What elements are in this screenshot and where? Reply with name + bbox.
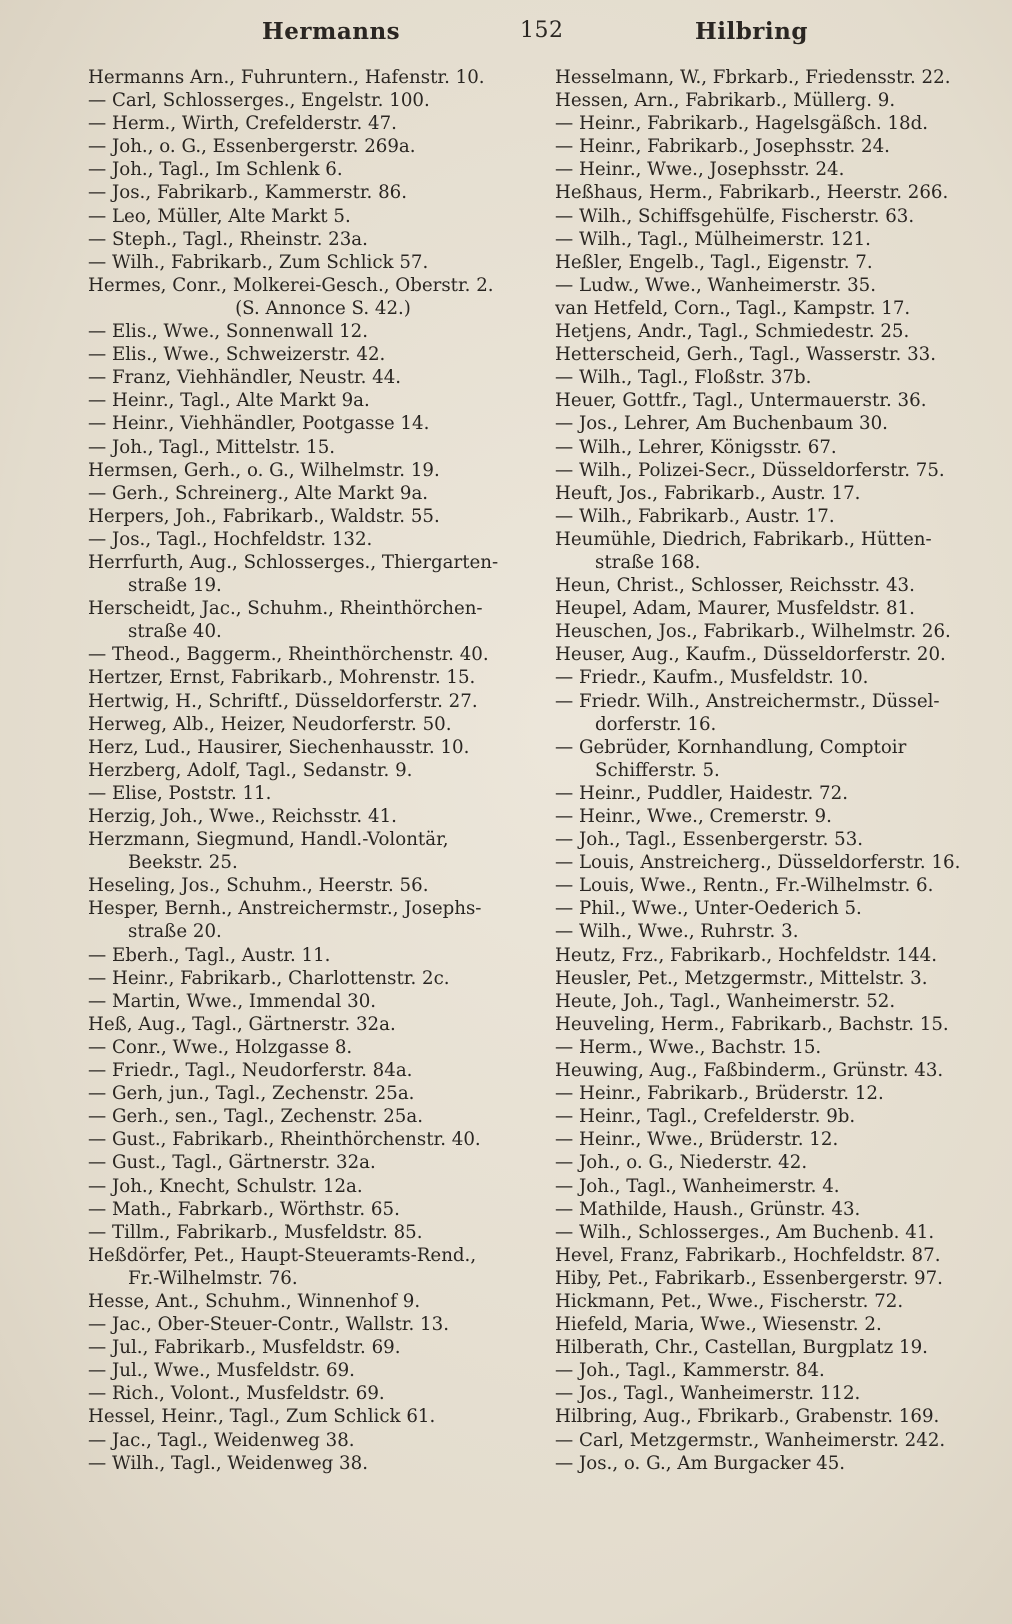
directory-entry: — Phil., Wwe., Unter-Oederich 5. xyxy=(555,898,862,920)
directory-entry: — Elis., Wwe., Sonnenwall 12. xyxy=(88,321,368,343)
directory-entry: Hessen, Arn., Fabrikarb., Müllerg. 9. xyxy=(555,90,896,112)
directory-entry: — Joh., o. G., Niederstr. 42. xyxy=(555,1152,808,1174)
directory-entry: Herzmann, Siegmund, Handl.-Volontär, xyxy=(88,829,449,851)
directory-entry: — Jul., Wwe., Musfeldstr. 69. xyxy=(88,1360,355,1382)
directory-entry: van Hetfeld, Corn., Tagl., Kampstr. 17. xyxy=(555,297,911,319)
directory-entry: — Ludw., Wwe., Wanheimerstr. 35. xyxy=(555,274,877,296)
directory-entry: — Gerh., sen., Tagl., Zechenstr. 25a. xyxy=(88,1106,423,1128)
directory-entry: — Louis, Wwe., Rentn., Fr.-Wilhelmstr. 6. xyxy=(555,875,934,897)
directory-entry: straße 40. xyxy=(128,621,222,643)
directory-entry: — Joh., o. G., Essenbergerstr. 269a. xyxy=(88,136,416,158)
directory-entry: — Friedr. Wilh., Anstreichermstr., Düssel- xyxy=(555,690,940,712)
directory-entry: — Heinr., Fabrikarb., Josephsstr. 24. xyxy=(555,136,890,158)
header-first-name: Hermanns xyxy=(262,18,401,45)
directory-entry: Hesper, Bernh., Anstreichermstr., Josephs- xyxy=(88,898,482,920)
directory-entry: — Joh., Knecht, Schulstr. 12a. xyxy=(88,1175,363,1197)
directory-entry: — Gerh, jun., Tagl., Zechenstr. 25a. xyxy=(88,1083,415,1105)
directory-entry: Hesselmann, W., Fbrkarb., Friedensstr. 22. xyxy=(555,67,951,88)
directory-entry: — Heinr., Fabrikarb., Brüderstr. 12. xyxy=(555,1083,884,1105)
directory-entry: — Friedr., Kaufm., Musfeldstr. 10. xyxy=(555,667,869,689)
directory-entry: — Steph., Tagl., Rheinstr. 23a. xyxy=(88,228,368,250)
directory-entry: — Jos., o. G., Am Burgacker 45. xyxy=(555,1452,846,1474)
directory-entry: Heuser, Aug., Kaufm., Düsseldorferstr. 20. xyxy=(555,644,946,666)
directory-entry: — Louis, Anstreicherg., Düsseldorferstr. 16. xyxy=(555,852,961,874)
directory-entry: Herweg, Alb., Heizer, Neudorferstr. 50. xyxy=(88,713,452,735)
directory-entry: — Math., Fabrkarb., Wörthstr. 65. xyxy=(88,1198,400,1220)
directory-entry: Hetterscheid, Gerh., Tagl., Wasserstr. 33. xyxy=(555,344,937,366)
directory-entry: — Gebrüder, Kornhandlung, Comptoir xyxy=(555,736,907,758)
directory-entry: — Gerh., Schreinerg., Alte Markt 9a. xyxy=(88,482,429,504)
directory-entry: — Wilh., Polizei-Secr., Düsseldorferstr. 75. xyxy=(555,459,945,481)
directory-entry: Hessel, Heinr., Tagl., Zum Schlick 61. xyxy=(88,1406,436,1428)
directory-entry: Herscheidt, Jac., Schuhm., Rheinthörchen- xyxy=(88,598,483,620)
directory-entry: Herpers, Joh., Fabrikarb., Waldstr. 55. xyxy=(88,505,440,527)
directory-entry: Hertwig, H., Schriftf., Düsseldorferstr. 27. xyxy=(88,690,478,712)
directory-entry: Heßler, Engelb., Tagl., Eigenstr. 7. xyxy=(555,251,873,273)
directory-entry: Heute, Joh., Tagl., Wanheimerstr. 52. xyxy=(555,990,896,1012)
directory-entry: Heßhaus, Herm., Fabrikarb., Heerstr. 266. xyxy=(555,182,949,204)
directory-entry: Herz, Lud., Hausirer, Siechenhausstr. 10. xyxy=(88,736,470,758)
directory-entry: — Theod., Baggerm., Rheinthörchenstr. 40. xyxy=(88,644,489,666)
directory-entry: — Jul., Fabrikarb., Musfeldstr. 69. xyxy=(88,1337,401,1359)
directory-entry: Heßdörfer, Pet., Haupt-Steueramts-Rend., xyxy=(88,1244,477,1266)
header-last-name: Hilbring xyxy=(695,18,808,45)
directory-entry: — Leo, Müller, Alte Markt 5. xyxy=(88,205,351,227)
directory-entry: Fr.-Wilhelmstr. 76. xyxy=(128,1267,298,1289)
directory-entry: Heusler, Pet., Metzgermstr., Mittelstr. 3. xyxy=(555,967,928,989)
directory-entry: — Heinr., Tagl., Alte Markt 9a. xyxy=(88,390,370,412)
directory-entry: — Joh., Tagl., Wanheimerstr. 4. xyxy=(555,1175,840,1197)
directory-entry: straße 20. xyxy=(128,921,222,943)
left-column xyxy=(88,66,528,1475)
directory-entry: Schifferstr. 5. xyxy=(595,759,720,781)
directory-entry: — Gust., Fabrikarb., Rheinthörchenstr. 40. xyxy=(88,1129,481,1151)
directory-entry: — Wilh., Lehrer, Königsstr. 67. xyxy=(555,436,837,458)
directory-entry: — Wilh., Schlosserges., Am Buchenb. 41. xyxy=(555,1221,935,1243)
directory-entry: Hevel, Franz, Fabrikarb., Hochfeldstr. 87. xyxy=(555,1244,941,1266)
directory-entry: — Friedr., Tagl., Neudorferstr. 84a. xyxy=(88,1060,413,1082)
directory-entry: — Wilh., Tagl., Weidenweg 38. xyxy=(88,1452,368,1474)
page-number: 152 xyxy=(520,18,564,43)
directory-entry: Herzberg, Adolf, Tagl., Sedanstr. 9. xyxy=(88,759,413,781)
directory-entry: — Eberh., Tagl., Austr. 11. xyxy=(88,944,331,966)
directory-entry: Hickmann, Pet., Wwe., Fischerstr. 72. xyxy=(555,1290,904,1312)
directory-entry: Heuveling, Herm., Fabrikarb., Bachstr. 15. xyxy=(555,1013,949,1035)
directory-entry: straße 19. xyxy=(128,575,222,597)
directory-entry: — Jos., Fabrikarb., Kammerstr. 86. xyxy=(88,182,408,204)
directory-entry: Heupel, Adam, Maurer, Musfeldstr. 81. xyxy=(555,598,915,620)
directory-entry: — Heinr., Viehhändler, Pootgasse 14. xyxy=(88,413,430,435)
directory-entry: — Wilh., Schiffsgehülfe, Fischerstr. 63. xyxy=(555,205,915,227)
directory-entry: Beekstr. 25. xyxy=(128,852,238,874)
directory-entry: — Elise, Poststr. 11. xyxy=(88,782,272,804)
directory-entry: (S. Annonce S. 42.) xyxy=(235,297,411,319)
directory-entry: Hiby, Pet., Fabrikarb., Essenbergerstr. 97. xyxy=(555,1267,943,1289)
directory-entry: — Heinr., Wwe., Josephsstr. 24. xyxy=(555,159,845,181)
directory-entry: — Carl, Metzgermstr., Wanheimerstr. 242. xyxy=(555,1429,946,1451)
directory-entry: Hertzer, Ernst, Fabrikarb., Mohrenstr. 15. xyxy=(88,667,476,689)
directory-entry: — Jac., Tagl., Weidenweg 38. xyxy=(88,1429,355,1451)
directory-entry: Herrfurth, Aug., Schlosserges., Thiergarten- xyxy=(88,551,499,573)
directory-entry: Hetjens, Andr., Tagl., Schmiedestr. 25. xyxy=(555,321,910,343)
directory-entry: — Jos., Lehrer, Am Buchenbaum 30. xyxy=(555,413,888,435)
directory-entry: Hermanns Arn., Fuhruntern., Hafenstr. 10. xyxy=(88,67,485,88)
directory-entry: — Jos., Tagl., Hochfeldstr. 132. xyxy=(88,528,373,550)
directory-entry: — Wilh., Tagl., Mülheimerstr. 121. xyxy=(555,228,871,250)
directory-entry: Heuer, Gottfr., Tagl., Untermauerstr. 36. xyxy=(555,390,927,412)
directory-entry: Heumühle, Diedrich, Fabrikarb., Hütten- xyxy=(555,528,932,550)
directory-entry: — Mathilde, Haush., Grünstr. 43. xyxy=(555,1198,861,1220)
page-header xyxy=(0,18,1012,58)
directory-entry: Hesse, Ant., Schuhm., Winnenhof 9. xyxy=(88,1290,421,1312)
directory-entry: — Heinr., Tagl., Crefelderstr. 9b. xyxy=(555,1106,856,1128)
directory-entry: — Martin, Wwe., Immendal 30. xyxy=(88,990,377,1012)
directory-entry: Heuwing, Aug., Faßbinderm., Grünstr. 43. xyxy=(555,1060,944,1082)
directory-entry: — Tillm., Fabrikarb., Musfeldstr. 85. xyxy=(88,1221,423,1243)
directory-entry: Hiefeld, Maria, Wwe., Wiesenstr. 2. xyxy=(555,1314,882,1336)
directory-entry: — Wilh., Tagl., Floßstr. 37b. xyxy=(555,367,812,389)
directory-entry: — Jac., Ober-Steuer-Contr., Wallstr. 13. xyxy=(88,1314,449,1336)
directory-entry: Heun, Christ., Schlosser, Reichsstr. 43. xyxy=(555,575,915,597)
directory-entry: — Joh., Tagl., Kammerstr. 84. xyxy=(555,1360,825,1382)
directory-entry: — Joh., Tagl., Mittelstr. 15. xyxy=(88,436,336,458)
directory-entry: — Joh., Tagl., Essenbergerstr. 53. xyxy=(555,829,864,851)
directory-entry: — Gust., Tagl., Gärtnerstr. 32a. xyxy=(88,1152,376,1174)
directory-entry: Hilbring, Aug., Fbrikarb., Grabenstr. 169. xyxy=(555,1406,940,1428)
directory-entry: Heuschen, Jos., Fabrikarb., Wilhelmstr. 26. xyxy=(555,621,951,643)
directory-entry: — Heinr., Fabrikarb., Hagelsgäßch. 18d. xyxy=(555,113,929,135)
directory-entry: — Herm., Wirth, Crefelderstr. 47. xyxy=(88,113,397,135)
directory-entry: — Wilh., Fabrikarb., Zum Schlick 57. xyxy=(88,251,429,273)
directory-entry: — Heinr., Wwe., Brüderstr. 12. xyxy=(555,1129,839,1151)
directory-entry: — Heinr., Fabrikarb., Charlottenstr. 2c. xyxy=(88,967,450,989)
directory-entry: Heß, Aug., Tagl., Gärtnerstr. 32a. xyxy=(88,1013,396,1035)
directory-entry: — Rich., Volont., Musfeldstr. 69. xyxy=(88,1383,385,1405)
directory-entry: Herzig, Joh., Wwe., Reichsstr. 41. xyxy=(88,806,397,827)
directory-entry: Hermes, Conr., Molkerei-Gesch., Oberstr. 2. xyxy=(88,274,494,296)
directory-entry: Heutz, Frz., Fabrikarb., Hochfeldstr. 144. xyxy=(555,944,938,966)
directory-entry: — Wilh., Fabrikarb., Austr. 17. xyxy=(555,505,835,527)
directory-entry: — Heinr., Puddler, Haidestr. 72. xyxy=(555,782,848,804)
directory-entry: dorferstr. 16. xyxy=(595,713,717,735)
directory-entry: — Franz, Viehhändler, Neustr. 44. xyxy=(88,367,402,389)
directory-entry: Hermsen, Gerh., o. G., Wilhelmstr. 19. xyxy=(88,459,440,481)
directory-entry: Hilberath, Chr., Castellan, Burgplatz 19. xyxy=(555,1337,928,1359)
directory-entry: Heseling, Jos., Schuhm., Heerstr. 56. xyxy=(88,875,429,897)
directory-entry: — Elis., Wwe., Schweizerstr. 42. xyxy=(88,344,386,366)
directory-entry: straße 168. xyxy=(595,551,701,573)
directory-entry: — Herm., Wwe., Bachstr. 15. xyxy=(555,1036,822,1058)
directory-entry: — Heinr., Wwe., Cremerstr. 9. xyxy=(555,806,832,827)
directory-entry: — Joh., Tagl., Im Schlenk 6. xyxy=(88,159,343,181)
directory-entry: — Wilh., Wwe., Ruhrstr. 3. xyxy=(555,921,799,943)
right-column xyxy=(555,66,985,1475)
directory-entry: Heuft, Jos., Fabrikarb., Austr. 17. xyxy=(555,482,861,504)
directory-entry: — Jos., Tagl., Wanheimerstr. 112. xyxy=(555,1383,861,1405)
directory-entry: — Carl, Schlosserges., Engelstr. 100. xyxy=(88,90,430,112)
directory-entry: — Conr., Wwe., Holzgasse 8. xyxy=(88,1036,353,1058)
